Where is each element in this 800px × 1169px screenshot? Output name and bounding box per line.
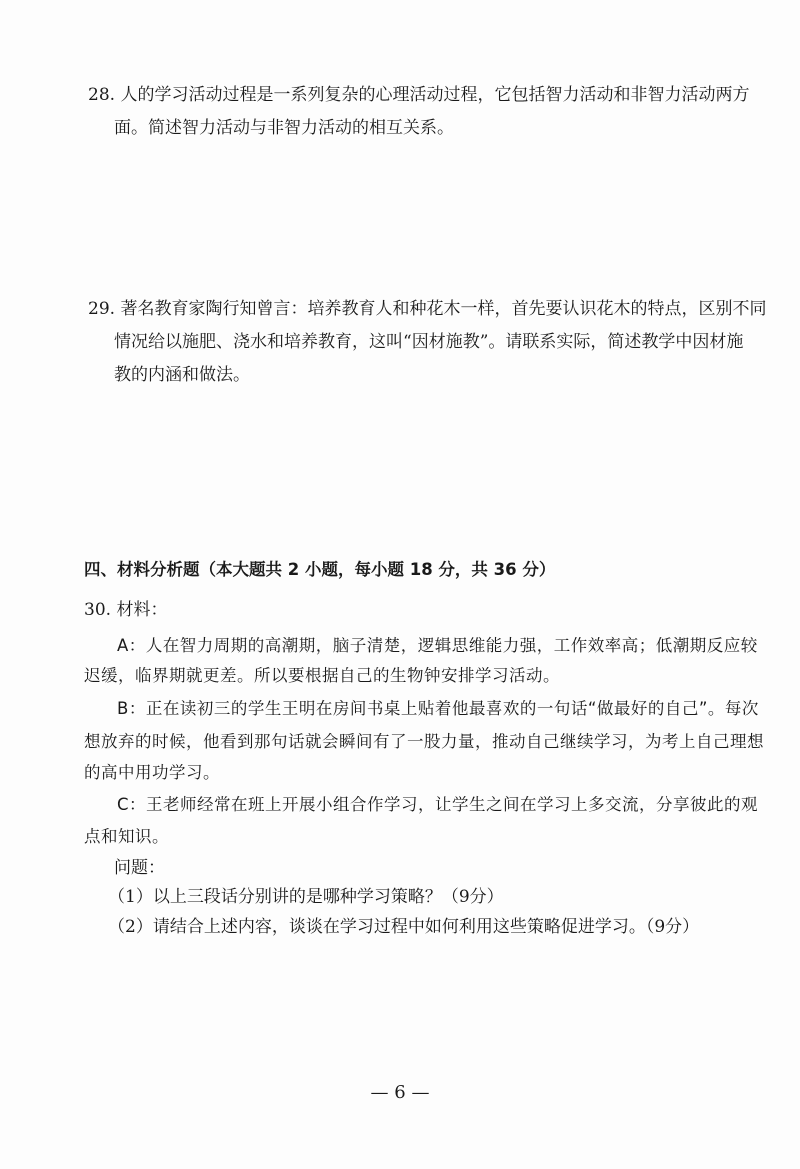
question-28-line-2: 面。简述智力活动与非智力活动的相互关系。 xyxy=(114,118,454,138)
question-label: 问题： xyxy=(114,858,165,878)
question-30-intro: 30. 材料： xyxy=(84,600,168,620)
question-29-line-3: 教的内涵和做法。 xyxy=(114,365,250,385)
page-number: — 6 — xyxy=(370,1082,430,1103)
material-a-line-1: A：人在智力周期的高潮期，脑子清楚，逻辑思维能力强，工作效率高；低潮期反应较 xyxy=(117,636,758,655)
material-c-line-2: 点和知识。 xyxy=(84,827,169,846)
question-29-line-1: 29. 著名教育家陶行知曾言：培养教育人和种花木一样，首先要认识花木的特点，区别不同 xyxy=(88,299,767,319)
material-a-line-2: 迟缓，临界期就更差。所以要根据自己的生物钟安排学习活动。 xyxy=(84,666,560,685)
sub-question-1: （1）以上三段话分别讲的是哪种学习策略？（9分） xyxy=(108,887,504,907)
question-28-line-1: 28. 人的学习活动过程是一系列复杂的心理活动过程，它包括智力活动和非智力活动两方 xyxy=(88,85,750,105)
material-b-line-3: 的高中用功学习。 xyxy=(84,763,220,782)
material-b-line-1: B：正在读初三的学生王明在房间书桌上贴着他最喜欢的一句话“做最好的自己”。每次 xyxy=(117,699,759,718)
question-29-line-2: 情况给以施肥、浇水和培养教育，这叫“因材施教”。请联系实际，简述教学中因材施 xyxy=(114,332,744,352)
material-b-line-2: 想放弃的时候，他看到那句话就会瞬间有了一股力量，推动自己继续学习，为考上自己理想 xyxy=(84,732,764,751)
material-c-line-1: C：王老师经常在班上开展小组合作学习，让学生之间在学习上多交流，分享彼此的观 xyxy=(117,795,759,814)
sub-question-2: （2）请结合上述内容，谈谈在学习过程中如何利用这些策略促进学习。（9分） xyxy=(108,917,700,937)
section-4-heading: 四、材料分析题（本大题共 2 小题，每小题 18 分，共 36 分） xyxy=(84,560,556,579)
